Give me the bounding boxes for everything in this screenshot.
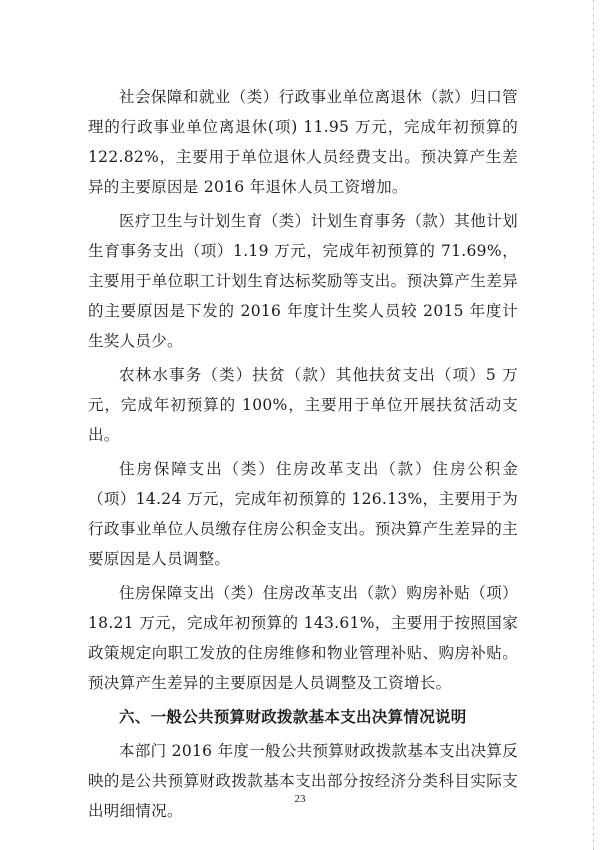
scan-edge-mark: [593, 0, 594, 850]
section-heading: 六、一般公共预算财政拨款基本支出决算情况说明: [119, 707, 467, 726]
paragraph-family-planning: 医疗卫生与计划生育（类）计划生育事务（款）其他计划生育事务支出（项）1.19 万元，完成年初预算的 71.69%，主要用于单位职工计划生育达标奖励等支出。预决算产生差异的主要原因是下发的 2016 年度计生奖人员较 2015 年度计生奖人员少。: [88, 212, 518, 350]
paragraph-housing-provident-fund: 住房保障支出（类）住房改革支出（款）住房公积金（项）14.24 万元，完成年初预算的 126.13%，主要用于为行政事业单位人员缴存住房公积金支出。预决算产生差异的主要原因是人员调整。: [88, 460, 518, 568]
page-number: 23: [294, 793, 306, 805]
document-body: [88, 82, 518, 830]
paragraph-poverty-alleviation: 农林水事务（类）扶贫（款）其他扶贫支出（项）5 万元，完成年初预算的 100%，主要用于单位开展扶贫活动支出。: [88, 366, 518, 444]
paragraph-social-security-retirement: 社会保障和就业（类）行政事业单位离退休（款）归口管理的行政事业单位离退休(项) 11.95 万元，完成年初预算的 122.82%，主要用于单位退休人员经费支出。预决算产生差异的主要原因是 2016 年退休人员工资增加。: [88, 88, 518, 196]
paragraph-basic-expenditure: 本部门 2016 年度一般公共预算财政拨款基本支出决算反映的是公共预算财政拨款基本支出部分按经济分类科目实际支出明细情况。: [88, 742, 518, 820]
paragraph-housing-subsidy: 住房保障支出（类）住房改革支出（款）购房补贴（项）18.21 万元，完成年初预算的 143.61%，主要用于按照国家政策规定向职工发放的住房维修和物业管理补贴、购房补贴。预决算产生差异的主要原因是人员调整及工资增长。: [88, 584, 518, 692]
